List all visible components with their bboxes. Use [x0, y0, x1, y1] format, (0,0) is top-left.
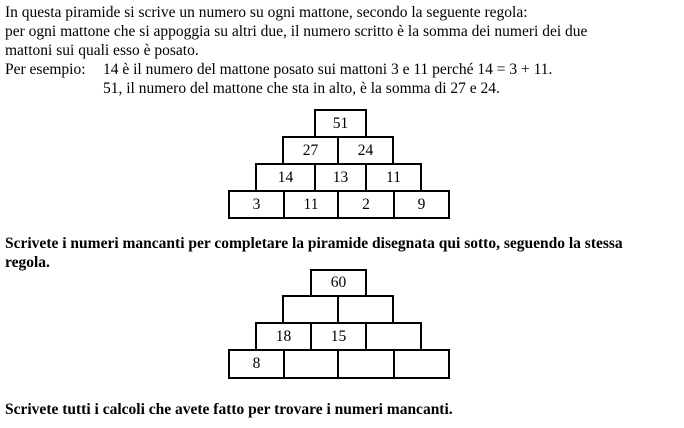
example-brick: 13	[314, 163, 367, 192]
example-label: Per esempio:	[5, 61, 86, 78]
exercise-brick[interactable]	[393, 349, 450, 379]
intro-line-3: mattoni sui quali esso è posato.	[5, 42, 199, 59]
exercise-brick[interactable]	[282, 295, 339, 324]
exercise-brick[interactable]	[337, 295, 394, 324]
exercise-brick[interactable]	[283, 349, 339, 379]
example-brick: 3	[228, 190, 285, 219]
example-brick: 51	[314, 109, 367, 138]
example-brick: 11	[365, 163, 422, 192]
intro-line-1: In questa piramide si scrive un numero su ogni mattone, secondo la seguente regola:	[5, 4, 528, 21]
task-line-1: Scrivete i numeri mancanti per completare la piramide disegnata qui sotto, seguendo la stessa	[5, 235, 623, 252]
example-brick: 24	[337, 136, 394, 165]
example-brick: 9	[393, 190, 450, 219]
exercise-brick[interactable]	[337, 349, 395, 379]
exercise-brick[interactable]: 18	[255, 322, 312, 351]
example-brick: 11	[283, 190, 339, 219]
exercise-brick[interactable]	[365, 322, 422, 351]
task-line-2: regola.	[5, 254, 50, 271]
intro-line-2: per ogni mattone che si appoggia su altri due, il numero scritto è la somma dei numeri dei due	[5, 23, 588, 40]
exercise-brick[interactable]: 60	[310, 269, 367, 297]
example-brick: 2	[337, 190, 395, 219]
example-brick: 14	[255, 163, 316, 192]
example-brick: 27	[282, 136, 339, 165]
exercise-brick[interactable]: 15	[310, 322, 367, 351]
example-line-1: 14 è il numero del mattone posato sui mattoni 3 e 11 perché 14 = 3 + 11.	[103, 61, 553, 78]
final-instruction: Scrivete tutti i calcoli che avete fatto per trovare i numeri mancanti.	[5, 401, 453, 418]
example-line-2: 51, il numero del mattone che sta in alto, è la somma di 27 e 24.	[103, 80, 500, 97]
exercise-brick[interactable]: 8	[228, 349, 285, 379]
